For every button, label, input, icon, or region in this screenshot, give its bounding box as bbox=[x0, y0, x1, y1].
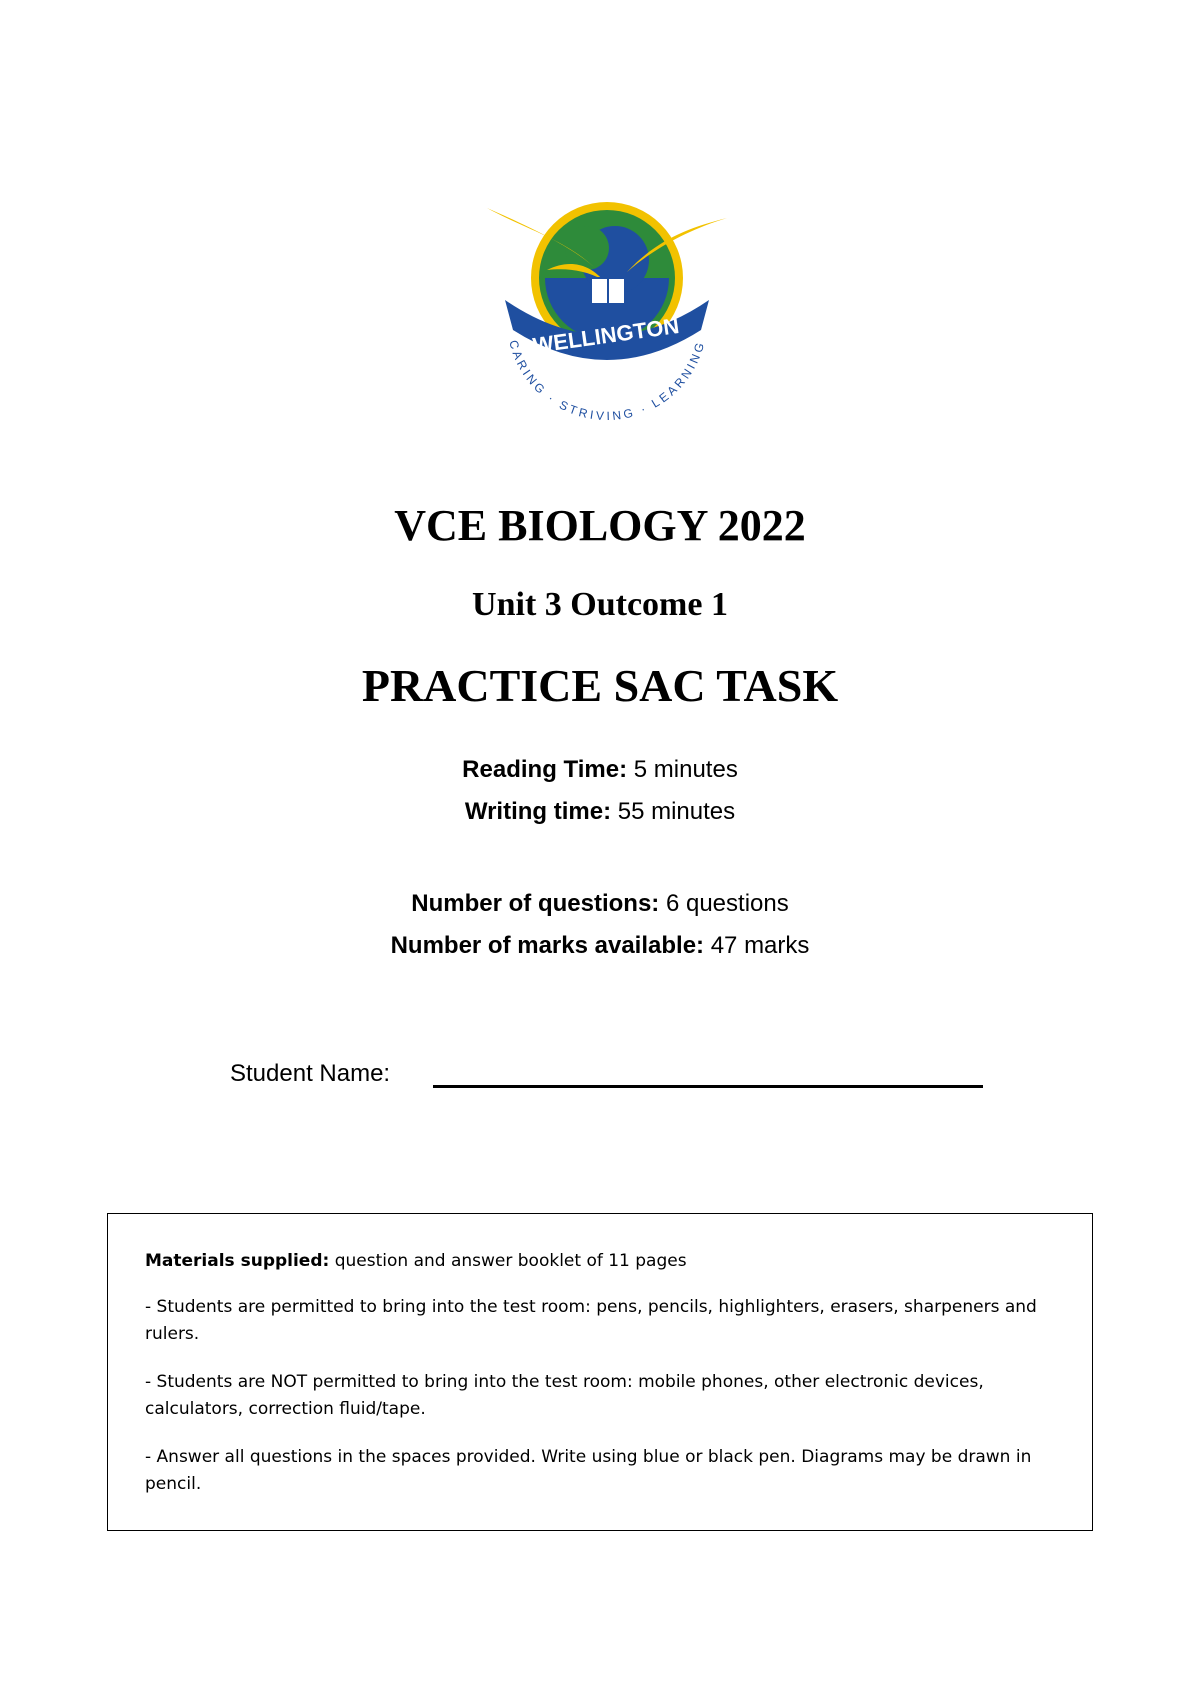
reading-time-label: Reading Time: bbox=[462, 756, 628, 783]
student-name-row bbox=[230, 1057, 990, 1097]
reading-time bbox=[0, 754, 1200, 786]
number-of-questions bbox=[0, 888, 1200, 920]
questions-label: Number of questions: bbox=[411, 890, 660, 917]
student-name-label: Student Name: bbox=[230, 1060, 391, 1087]
not-permitted-items: - Students are NOT permitted to bring into the test room: mobile phones, other electronic devices, calculators, correction fluid/tape. bbox=[145, 1372, 984, 1419]
materials-box bbox=[107, 1213, 1093, 1531]
permitted-items: - Students are permitted to bring into the test room: pens, pencils, highlighters, erasers, sharpeners and rulers. bbox=[145, 1297, 1037, 1344]
unit-outcome: Unit 3 Outcome 1 bbox=[472, 586, 728, 623]
writing-time-label: Writing time: bbox=[464, 798, 612, 825]
materials-supplied bbox=[145, 1248, 1065, 1275]
materials-supplied-value: question and answer booklet of 11 pages bbox=[329, 1251, 687, 1271]
writing-time bbox=[0, 796, 1200, 828]
writing-time-value: 55 minutes bbox=[611, 798, 736, 825]
document-title: VCE BIOLOGY 2022 bbox=[394, 501, 806, 550]
marks-value: 47 marks bbox=[704, 932, 810, 959]
school-logo bbox=[487, 200, 727, 430]
marks-label: Number of marks available: bbox=[390, 932, 705, 959]
student-name-field[interactable] bbox=[433, 1085, 983, 1088]
questions-value: 6 questions bbox=[659, 890, 789, 917]
number-of-marks bbox=[0, 930, 1200, 962]
answer-instructions: - Answer all questions in the spaces provided. Write using blue or black pen. Diagrams may be drawn in pencil. bbox=[145, 1447, 1032, 1494]
task-title: PRACTICE SAC TASK bbox=[361, 660, 839, 711]
wellington-crest-icon bbox=[487, 200, 727, 430]
materials-supplied-label: Materials supplied: bbox=[145, 1251, 330, 1271]
logo-motto: CARING · STRIVING · LEARNING bbox=[506, 338, 708, 424]
logo-wordmark: WELLINGTON bbox=[531, 312, 681, 359]
reading-time-value: 5 minutes bbox=[627, 756, 738, 783]
